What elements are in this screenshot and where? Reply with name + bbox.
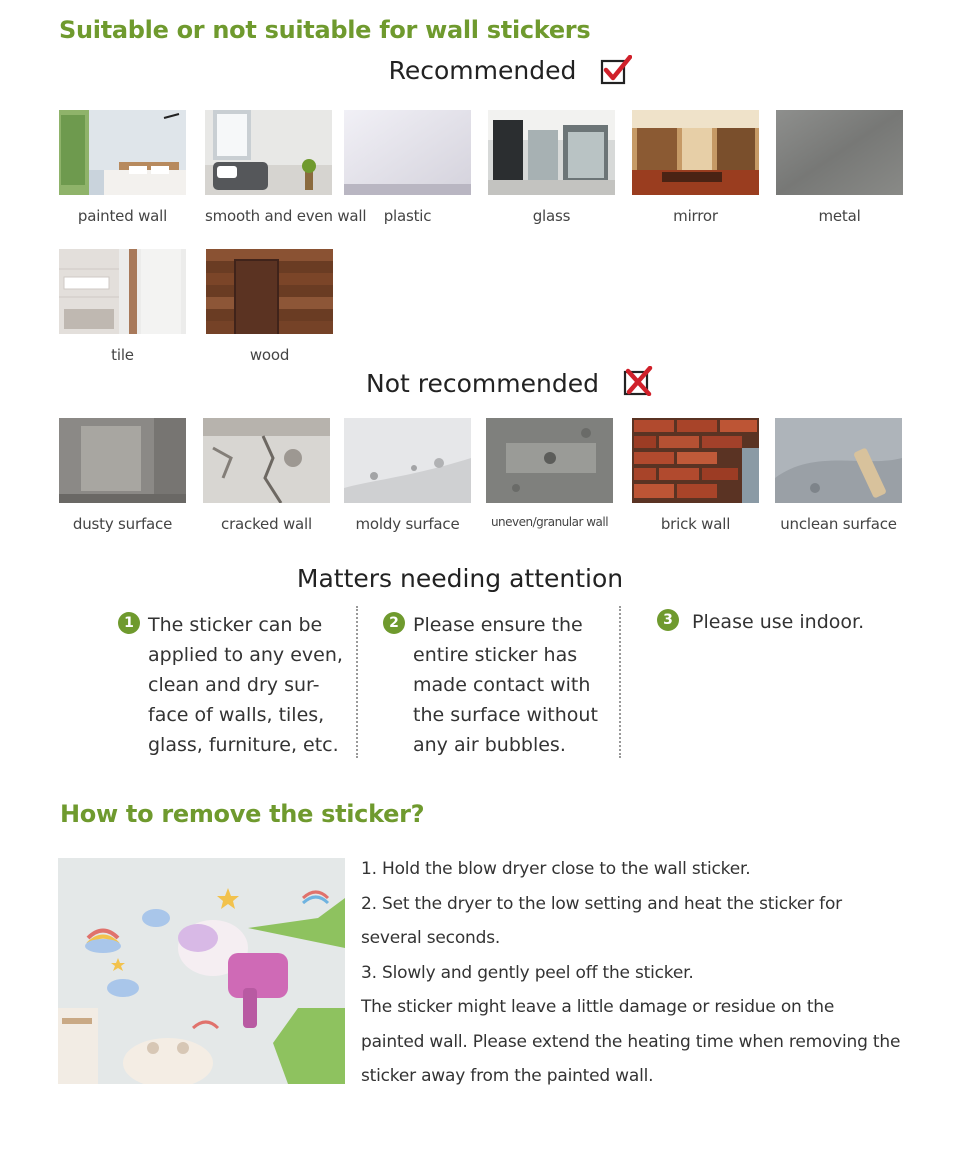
brick-wall-image xyxy=(632,418,759,503)
tile-plastic xyxy=(344,110,471,225)
mirror-image xyxy=(632,110,759,195)
tile-uneven-wall xyxy=(486,418,613,529)
tile-dusty-surface xyxy=(59,418,186,533)
uneven-wall-image xyxy=(486,418,613,503)
sticker-removal-image xyxy=(58,858,345,1084)
wood-image xyxy=(206,249,333,334)
note-number-badge: 1 xyxy=(118,612,140,634)
note-number-badge: 2 xyxy=(383,612,405,634)
remove-step: 1. Hold the blow dryer close to the wall sticker. xyxy=(361,859,751,879)
tile-metal xyxy=(776,110,903,225)
remove-note: The sticker might leave a little damage or residue on the painted wall. Please extend the heating time when removing the sticker away from the painted wall. xyxy=(361,997,901,1086)
suitable-title: Suitable or not suitable for wall stickers xyxy=(59,16,591,44)
attention-notes xyxy=(0,610,960,760)
dusty-surface-image xyxy=(59,418,186,503)
remove-step: 2. Set the dryer to the low setting and heat the sticker for several seconds. xyxy=(361,893,842,948)
tile-label: cracked wall xyxy=(221,515,312,533)
tile-image xyxy=(59,249,186,334)
tile-label: plastic xyxy=(383,207,432,225)
tile-wood xyxy=(206,249,333,364)
note-number-badge: 3 xyxy=(657,609,679,631)
tile-label: painted wall xyxy=(77,207,168,225)
cross-box-icon xyxy=(623,366,655,396)
glass-image xyxy=(488,110,615,195)
note-text: Please use indoor. xyxy=(692,611,865,633)
note-text: Please ensure the entire sticker has made contact with the surface without any air bubbles. xyxy=(413,614,598,756)
tile-glass xyxy=(488,110,615,225)
tile-label: tile xyxy=(111,346,134,364)
tile-label: brick wall xyxy=(660,515,731,533)
tile-smooth-wall xyxy=(205,110,367,225)
painted-wall-image xyxy=(59,110,186,195)
note-text: The sticker can be applied to any even, clean and dry sur- face of walls, tiles, glass, furniture, etc. xyxy=(148,614,343,756)
remove-step: 3. Slowly and gently peel off the sticker. xyxy=(361,962,694,983)
tile-label: mirror xyxy=(673,207,718,225)
tile-painted-wall xyxy=(59,110,186,225)
tile-label: unclean surface xyxy=(780,515,897,533)
smooth-wall-image xyxy=(205,110,332,195)
remove-instructions xyxy=(361,852,901,1094)
tile-label: smooth and even wall xyxy=(205,207,367,225)
plastic-image xyxy=(344,110,471,195)
tile-cracked-wall xyxy=(203,418,330,533)
tile-moldy-surface xyxy=(344,418,471,533)
tile-brick-wall xyxy=(632,418,759,533)
tile-label: moldy surface xyxy=(355,515,460,533)
tile-label: dusty surface xyxy=(72,515,173,533)
tile-mirror xyxy=(632,110,759,225)
not-recommended-heading: Not recommended xyxy=(366,369,599,398)
metal-image xyxy=(776,110,903,195)
moldy-surface-image xyxy=(344,418,471,503)
tile-label: uneven/granular wall xyxy=(490,515,609,529)
recommended-heading: Recommended xyxy=(388,56,577,85)
tile-unclean-surface xyxy=(775,418,902,533)
tile-label: metal xyxy=(818,207,861,225)
remove-title: How to remove the sticker? xyxy=(60,800,425,828)
tile-label: glass xyxy=(532,207,571,225)
unclean-surface-image xyxy=(775,418,902,503)
tile-tile xyxy=(59,249,186,364)
check-box-icon xyxy=(600,55,632,85)
cracked-wall-image xyxy=(203,418,330,503)
tile-label: wood xyxy=(249,346,290,364)
attention-heading: Matters needing attention xyxy=(296,564,624,593)
